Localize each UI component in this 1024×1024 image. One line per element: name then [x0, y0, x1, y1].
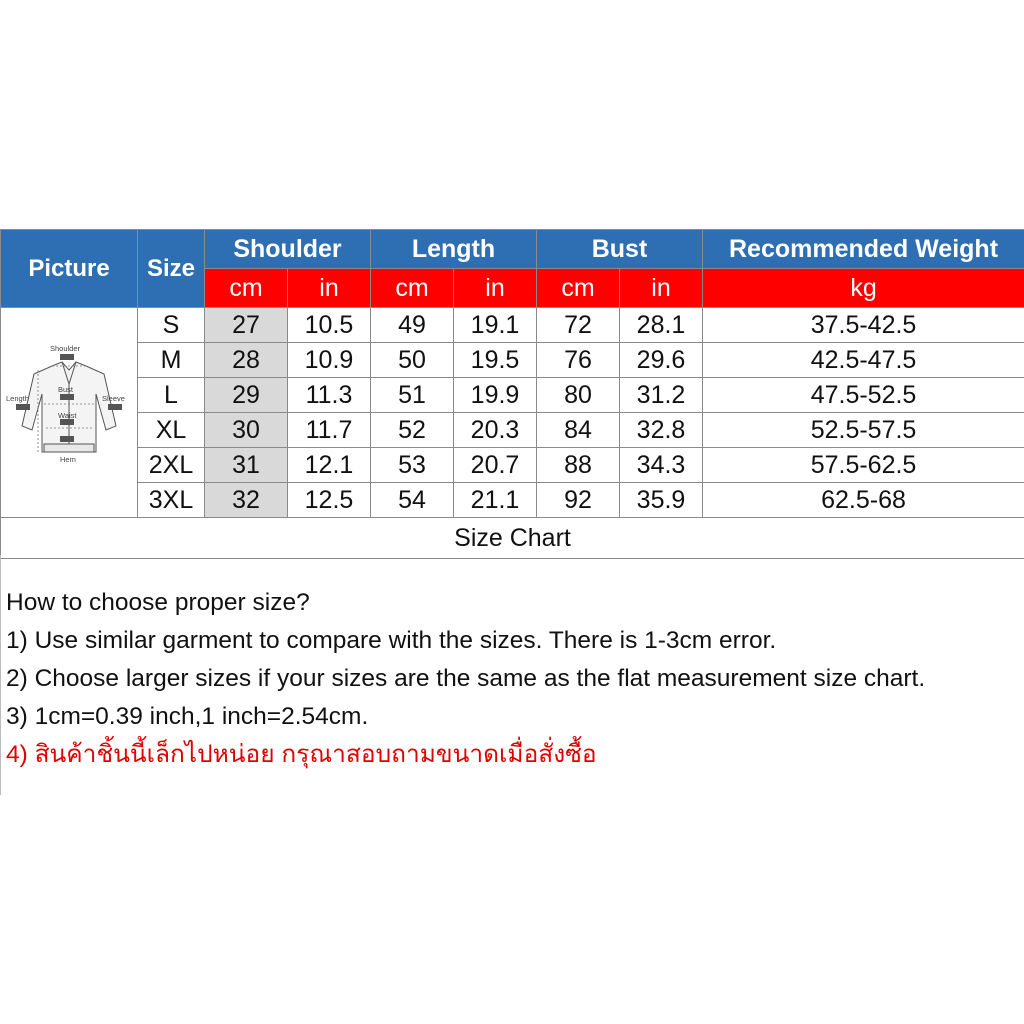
cell-shoulder-in: 11.7 — [288, 413, 371, 448]
cell-shoulder-cm: 29 — [205, 378, 288, 413]
diagram-label-bust: Bust — [58, 385, 74, 394]
cell-length-in: 20.3 — [454, 413, 537, 448]
table-row — [1, 483, 1024, 518]
cell-length-in: 19.1 — [454, 308, 537, 343]
cell-weight: 52.5-57.5 — [703, 413, 1024, 448]
cell-length-cm: 53 — [371, 448, 454, 483]
cell-length-in: 19.5 — [454, 343, 537, 378]
diagram-label-waist: Waist — [58, 411, 77, 420]
cell-length-cm: 50 — [371, 343, 454, 378]
cell-shoulder-cm: 30 — [205, 413, 288, 448]
header-length: Length — [371, 230, 537, 269]
cell-shoulder-in: 10.5 — [288, 308, 371, 343]
header-picture: Picture — [1, 230, 138, 308]
cell-size: 2XL — [138, 448, 205, 483]
left-divider — [0, 555, 1, 795]
cell-length-cm: 51 — [371, 378, 454, 413]
size-chart-table — [0, 229, 1024, 559]
table-row — [1, 413, 1024, 448]
table-row — [1, 343, 1024, 378]
note-3: 3) 1cm=0.39 inch,1 inch=2.54cm. — [6, 703, 369, 730]
unit-weight: kg — [703, 269, 1024, 308]
header-weight: Recommended Weight — [703, 230, 1024, 269]
cell-size: S — [138, 308, 205, 343]
table-row — [1, 448, 1024, 483]
cell-bust-in: 29.6 — [620, 343, 703, 378]
cell-bust-cm: 84 — [537, 413, 620, 448]
unit-length-cm: cm — [371, 269, 454, 308]
unit-bust-in: in — [620, 269, 703, 308]
unit-bust-cm: cm — [537, 269, 620, 308]
diagram-label-sleeve: Sleeve — [102, 394, 125, 403]
cell-bust-in: 28.1 — [620, 308, 703, 343]
notes-title: How to choose proper size? — [6, 589, 310, 616]
cell-shoulder-cm: 31 — [205, 448, 288, 483]
cell-bust-cm: 76 — [537, 343, 620, 378]
cell-length-cm: 52 — [371, 413, 454, 448]
cell-bust-cm: 80 — [537, 378, 620, 413]
diagram-label-length: Length — [6, 394, 29, 403]
table-row — [1, 378, 1024, 413]
cell-shoulder-in: 10.9 — [288, 343, 371, 378]
cell-size: XL — [138, 413, 205, 448]
cell-shoulder-in: 12.1 — [288, 448, 371, 483]
table-row — [1, 308, 1024, 343]
cell-bust-in: 32.8 — [620, 413, 703, 448]
note-1: 1) Use similar garment to compare with the sizes. There is 1-3cm error. — [6, 627, 777, 654]
cell-bust-cm: 92 — [537, 483, 620, 518]
cell-shoulder-cm: 27 — [205, 308, 288, 343]
cell-bust-cm: 72 — [537, 308, 620, 343]
header-row — [1, 230, 1024, 269]
cell-bust-in: 34.3 — [620, 448, 703, 483]
cell-weight: 57.5-62.5 — [703, 448, 1024, 483]
cell-weight: 42.5-47.5 — [703, 343, 1024, 378]
header-bust: Bust — [537, 230, 703, 269]
header-shoulder: Shoulder — [205, 230, 371, 269]
header-size: Size — [138, 230, 205, 308]
cell-length-cm: 54 — [371, 483, 454, 518]
cell-size: M — [138, 343, 205, 378]
cell-weight: 47.5-52.5 — [703, 378, 1024, 413]
cell-shoulder-in: 12.5 — [288, 483, 371, 518]
note-4: 4) สินค้าชิ้นนี้เล็กไปหน่อย กรุณาสอบถามขนาดเมื่อสั่งซื้อ — [6, 741, 597, 768]
table-caption: Size Chart — [1, 518, 1024, 559]
note-2: 2) Choose larger sizes if your sizes are the same as the flat measurement size chart. — [6, 665, 926, 692]
cell-length-cm: 49 — [371, 308, 454, 343]
unit-shoulder-in: in — [288, 269, 371, 308]
cell-weight: 62.5-68 — [703, 483, 1024, 518]
cell-length-in: 21.1 — [454, 483, 537, 518]
cell-size: L — [138, 378, 205, 413]
cell-length-in: 19.9 — [454, 378, 537, 413]
unit-shoulder-cm: cm — [205, 269, 288, 308]
garment-diagram-cell — [1, 308, 138, 518]
cell-size: 3XL — [138, 483, 205, 518]
cell-bust-in: 31.2 — [620, 378, 703, 413]
diagram-label-hem: Hem — [60, 455, 76, 464]
cell-weight: 37.5-42.5 — [703, 308, 1024, 343]
cell-bust-cm: 88 — [537, 448, 620, 483]
caption-row — [1, 518, 1024, 559]
size-notes — [6, 584, 925, 774]
cell-shoulder-cm: 28 — [205, 343, 288, 378]
unit-length-in: in — [454, 269, 537, 308]
cell-bust-in: 35.9 — [620, 483, 703, 518]
cell-shoulder-cm: 32 — [205, 483, 288, 518]
size-chart-table-wrap — [0, 229, 1024, 559]
cell-length-in: 20.7 — [454, 448, 537, 483]
cell-shoulder-in: 11.3 — [288, 378, 371, 413]
diagram-label-shoulder: Shoulder — [50, 344, 81, 353]
garment-diagram — [4, 344, 134, 474]
